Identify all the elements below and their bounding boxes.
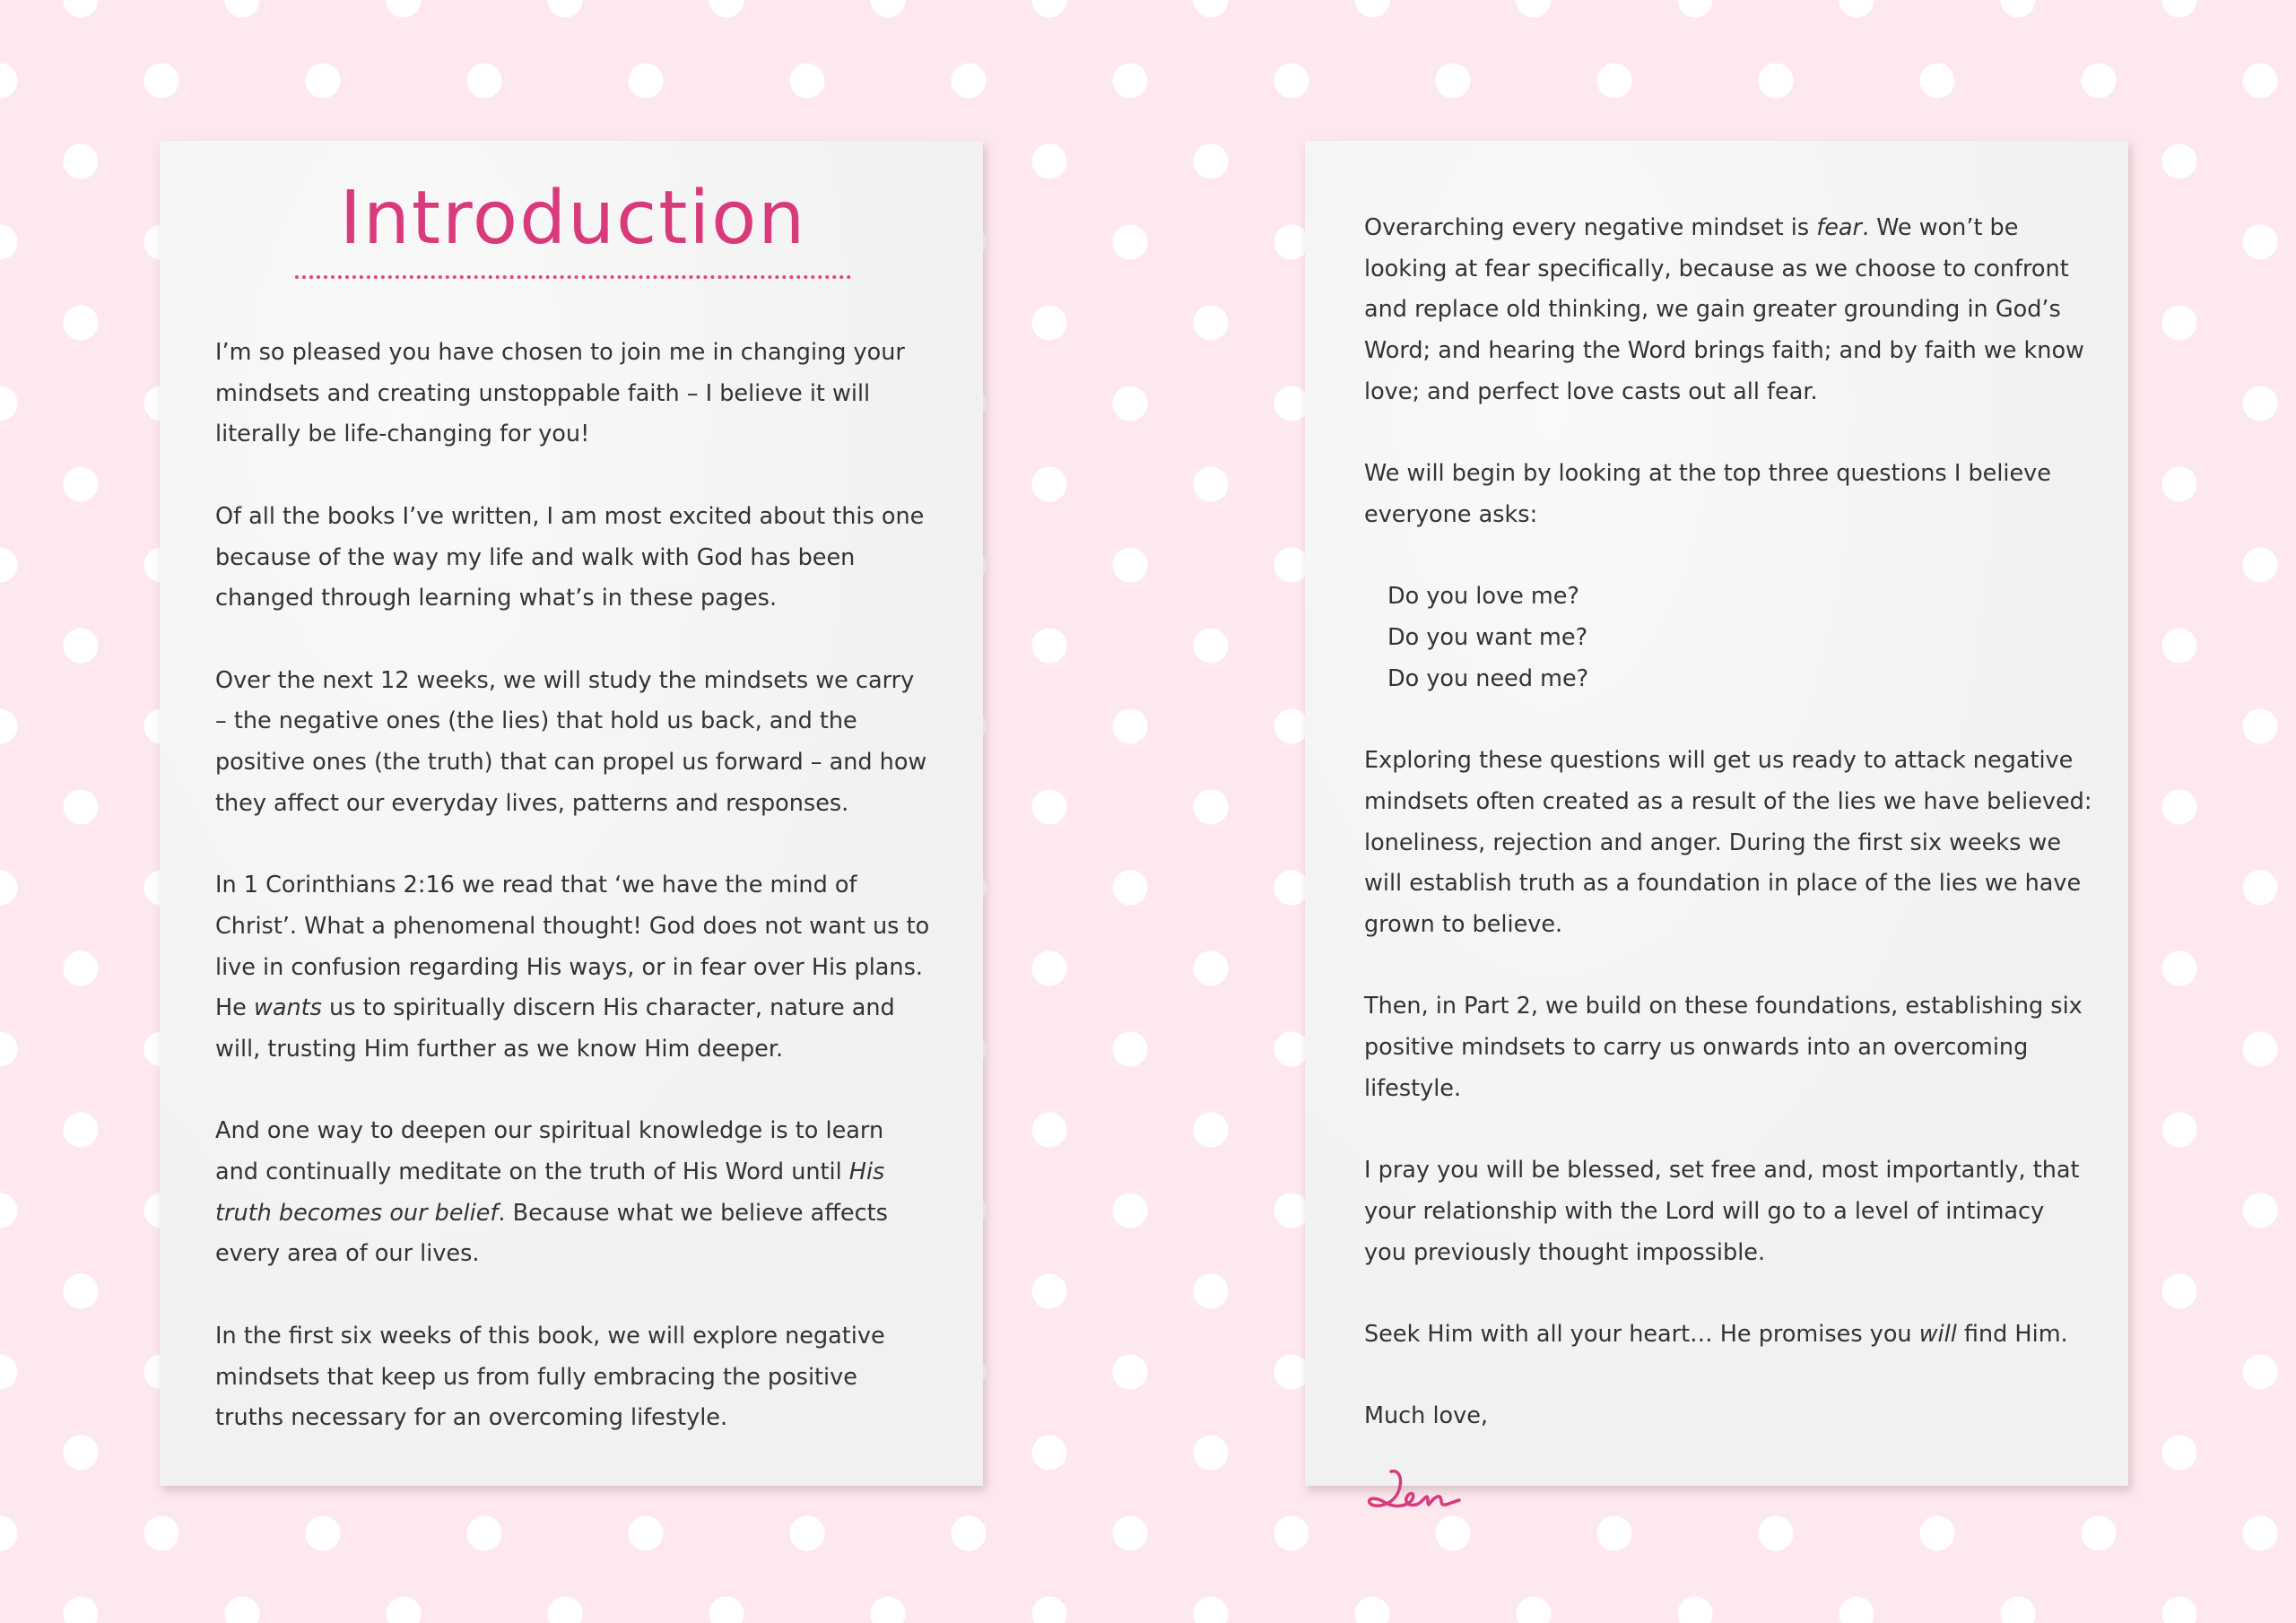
paragraph-text: us to spiritually discern His character, nature and will, trusting Him further as we know Him deeper.: [215, 994, 895, 1063]
intro-paragraph-6: In the first six weeks of this book, we will explore negative mindsets that keep us from fully embracing the positive truths necessary for an overcoming lifestyle.: [215, 1322, 885, 1432]
paragraph-text: . Because what we believe affects every area of our lives.: [215, 1199, 888, 1268]
intro-paragraph-1: I’m so pleased you have chosen to join me in changing your mindsets and creating unstoppable faith – I believe it will literally be life-changing for you!: [215, 339, 905, 448]
letter-paragraph-6: [1364, 1315, 2092, 1356]
letter-paragraph-1: [1364, 208, 2092, 413]
emphasis-text: fear: [1816, 214, 1862, 241]
intro-paragraph-2: Of all the books I’ve written, I am most excited about this one because of the way my life and walk with God has been changed through learning what’s in these pages.: [215, 502, 925, 612]
question-item: Do you love me?: [1387, 583, 1579, 611]
letter-paragraph-3: Exploring these questions will get us ready to attack negative mindsets often created as a result of the lies we have believed: loneliness, rejection and anger. During the first six weeks we will establish truth as a foundation in place of the lies we have grown to believe.: [1364, 747, 2092, 938]
page-title: Introduction: [339, 176, 807, 261]
letter-paragraph-2: We will begin by looking at the top three questions I believe everyone asks:: [1364, 460, 2051, 528]
paragraph-text: Overarching every negative mindset is: [1364, 214, 1817, 241]
letter-paragraph-5: I pray you will be blessed, set free and, most importantly, that your relationship with the Lord will go to a level of intimacy you previously thought impossible.: [1364, 1157, 2080, 1266]
emphasis-text: His truth becomes our belief: [215, 1159, 885, 1227]
paragraph-text: And one way to deepen our spiritual knowledge is to learn and continually meditate on the truth of His Word until: [215, 1117, 884, 1185]
question-item: Do you need me?: [1387, 664, 1589, 692]
right-page-body: [1364, 208, 2092, 1518]
emphasis-text: wants: [253, 994, 322, 1022]
paragraph-text: find Him.: [1956, 1320, 2068, 1348]
question-list: [1364, 577, 2092, 699]
paragraph-text: . We won’t be looking at fear specifically, because as we choose to confront and replace old thinking, we gain greater grounding in God’s Word; and hearing the Word brings faith; and by faith we know love; and perfect love casts out all fear.: [1364, 214, 2084, 405]
left-page-body: [215, 333, 931, 1439]
title-dotted-underline: [295, 275, 851, 279]
letter-paragraph-4: Then, in Part 2, we build on these foundations, establishing six positive mindsets to carry us onwards into an overcoming lifestyle.: [1364, 993, 2083, 1102]
right-page: [1305, 141, 2128, 1486]
paragraph-text: Seek Him with all your heart… He promises you: [1364, 1320, 1919, 1348]
left-page: [160, 141, 983, 1486]
signature-jen: [1364, 1464, 1472, 1518]
intro-paragraph-3: Over the next 12 weeks, we will study the mindsets we carry – the negative ones (the lies) that hold us back, and the positive ones (the truth) that can propel us forward – and how they affect our everyday lives, patterns and responses.: [215, 666, 927, 817]
closing-line: Much love,: [1364, 1402, 1489, 1430]
intro-paragraph-5: [215, 1111, 931, 1275]
question-item: Do you want me?: [1387, 624, 1588, 651]
intro-paragraph-4: [215, 865, 931, 1071]
emphasis-text: will: [1918, 1320, 1957, 1348]
paragraph-text: In 1 Corinthians 2:16 we read that ‘we have the mind of Christ’. What a phenomenal thought! God does not want us to live in confusion regarding His ways, or in fear over His plans. He: [215, 872, 930, 1022]
